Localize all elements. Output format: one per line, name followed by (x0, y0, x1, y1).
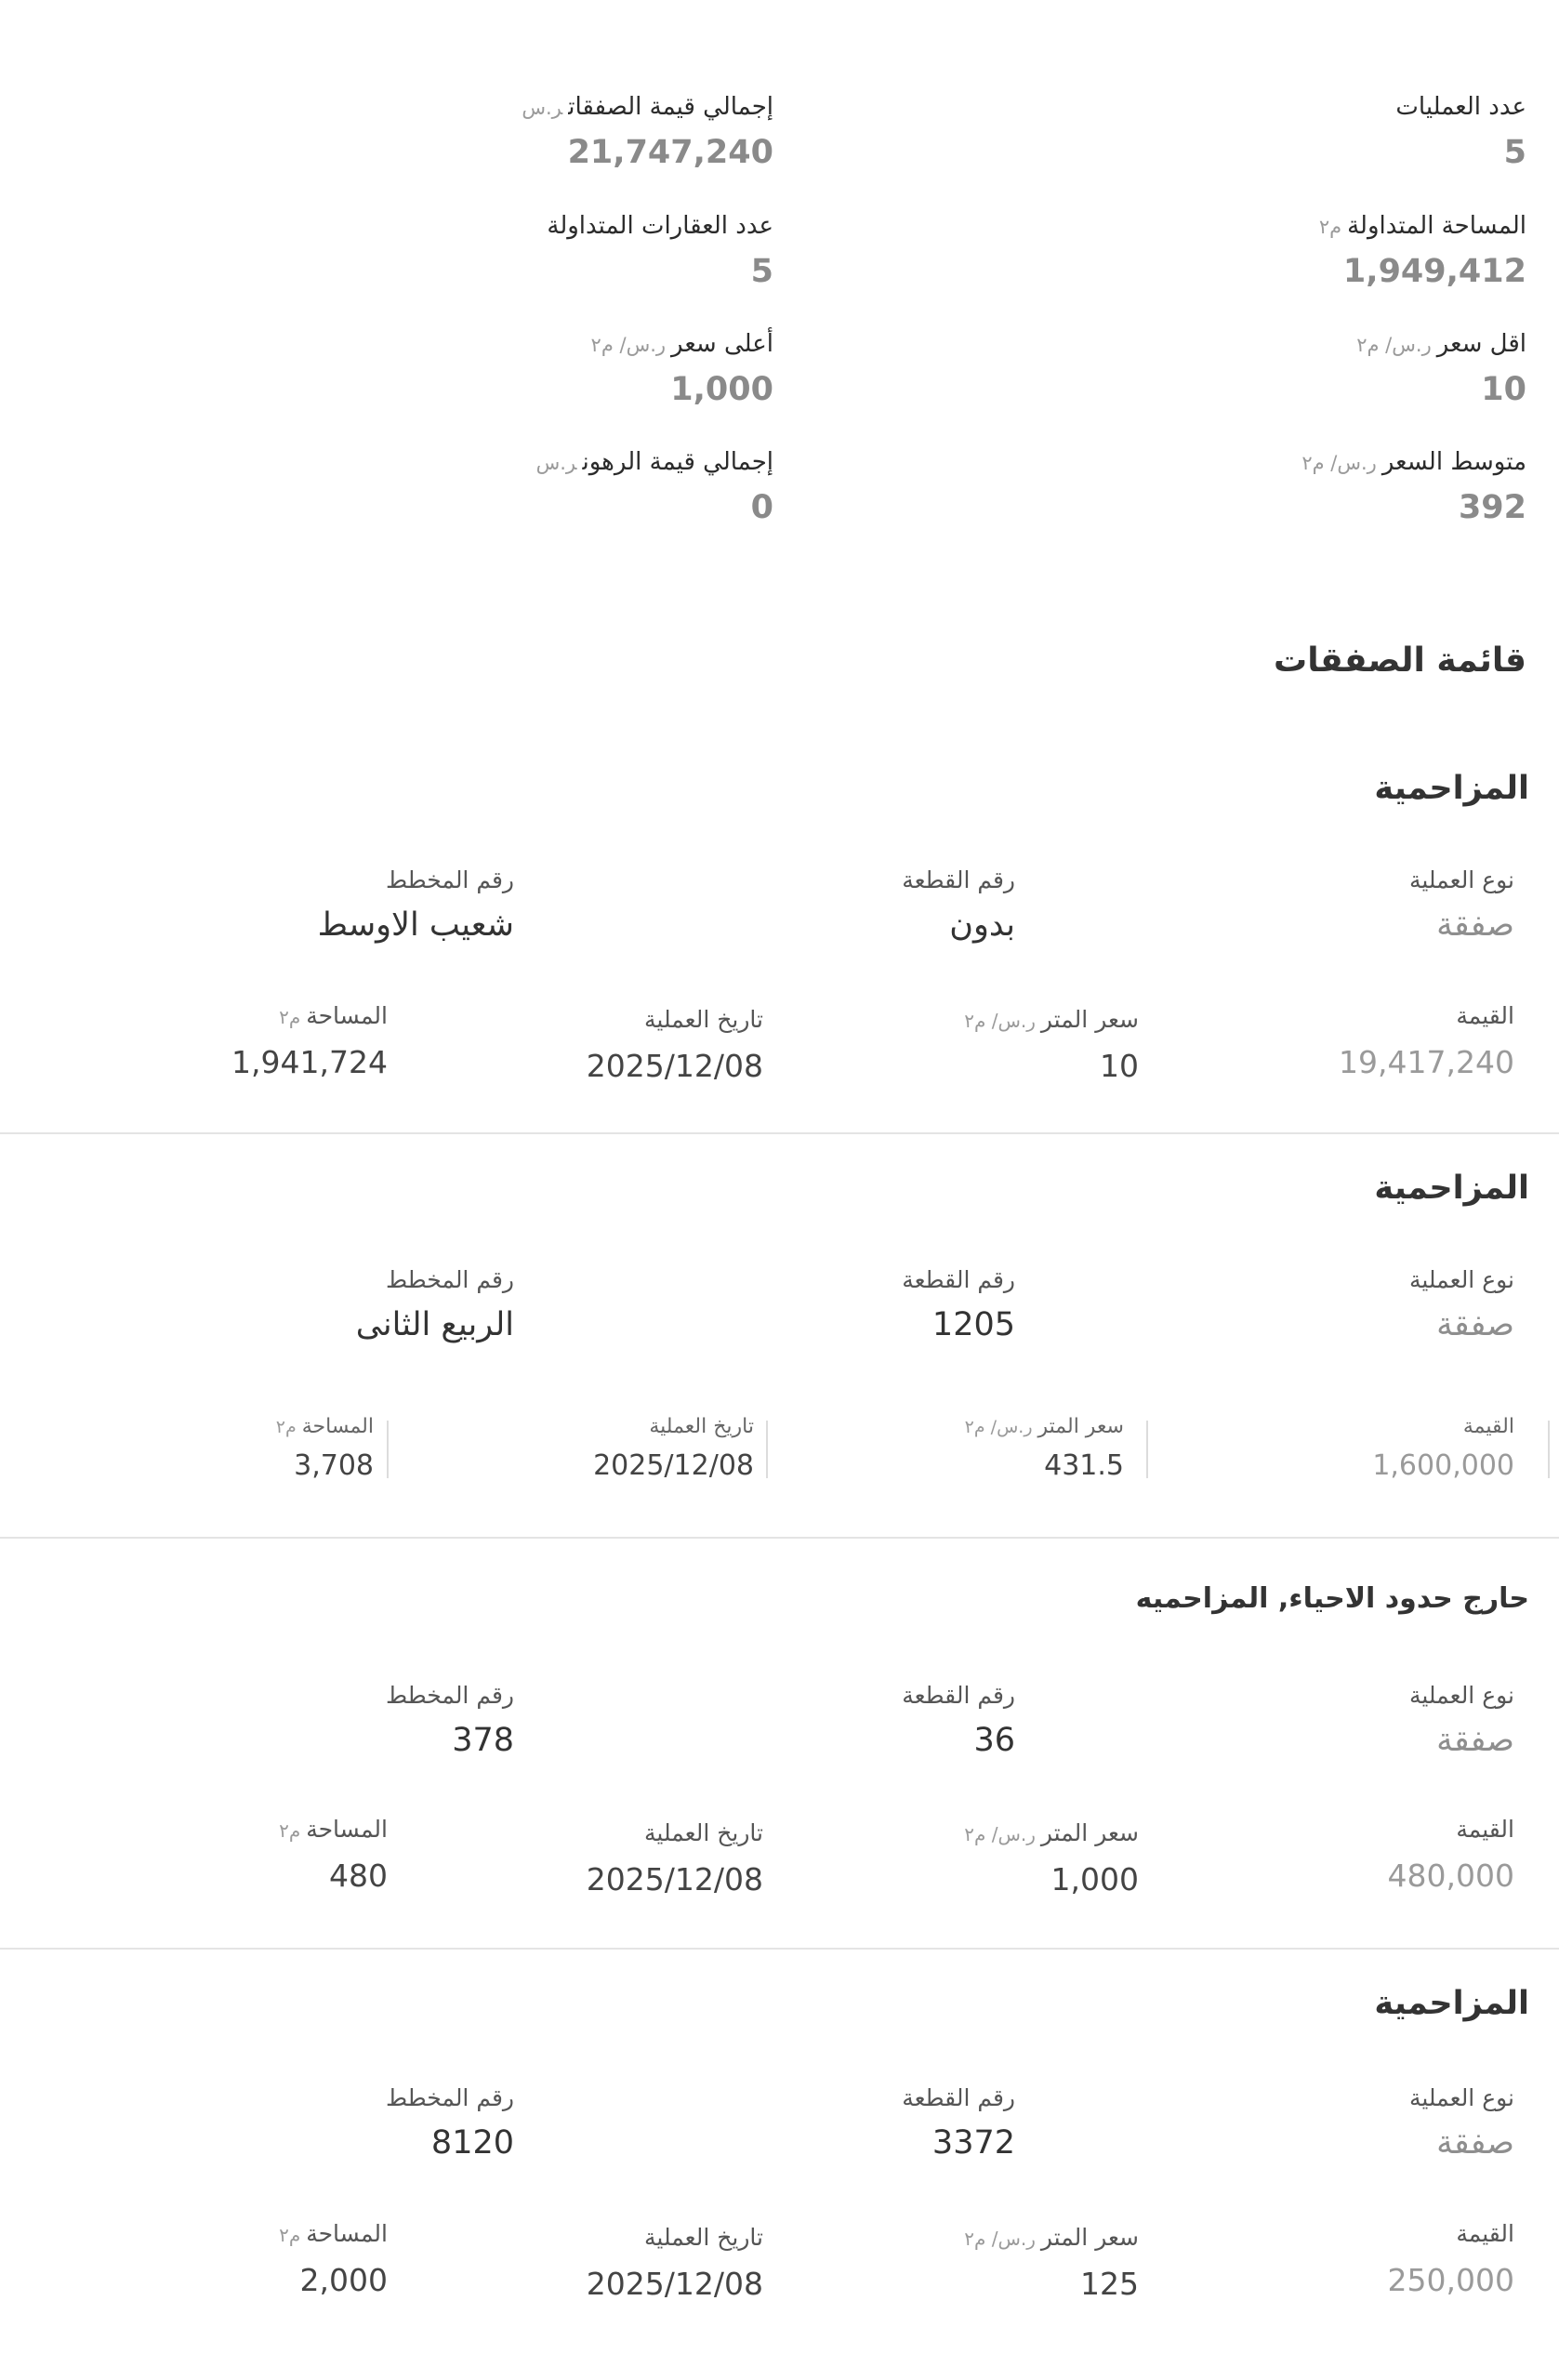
field-op-type (1409, 866, 1514, 944)
field-label: القيمة (1456, 2220, 1514, 2247)
field-label: رقم المخطط (385, 1266, 514, 1293)
field-unit: م٢ (279, 1006, 301, 1028)
stat-value: 1,949,412 (1342, 253, 1526, 290)
stat-total-value (383, 93, 773, 171)
field-label: رقم المخطط (385, 2084, 514, 2111)
field-value-amount (1372, 1415, 1514, 1482)
field-area (279, 2220, 388, 2298)
stat-value: 1,000 (670, 371, 773, 408)
deal-title: المزاحمية (1374, 770, 1529, 807)
field-plan (386, 2084, 514, 2162)
field-unit: ر.س/ م٢ (964, 2228, 1036, 2250)
field-value: 19,417,240 (1339, 1044, 1514, 1080)
stat-properties-count (383, 212, 773, 290)
field-parcel (902, 1682, 1015, 1759)
field-label: المساحة (301, 1415, 374, 1438)
deal-title: المزاحمية (1374, 1170, 1529, 1207)
stat-unit: ر.س/ م٢ (1301, 452, 1377, 474)
stat-label: المساحة المتداولة (1347, 212, 1526, 240)
stat-unit: ر.س/ م٢ (590, 334, 667, 356)
field-parcel (902, 866, 1015, 944)
deal-divider (0, 1537, 1559, 1539)
field-value: 36 (973, 1722, 1015, 1759)
stat-unit: ر.س (522, 97, 563, 119)
stat-value: 0 (750, 489, 773, 526)
field-value-amount (1388, 1816, 1514, 1894)
field-date (593, 1415, 754, 1482)
field-value: 8120 (430, 2124, 514, 2162)
field-label: نوع العملية (1408, 866, 1514, 893)
field-value: صفقة (1436, 1722, 1514, 1759)
field-date (587, 2224, 763, 2302)
field-value: 2,000 (299, 2262, 388, 2298)
field-value: 10 (1100, 1048, 1139, 1084)
field-meter-price (964, 1006, 1139, 1084)
deal-card[interactable] (0, 1578, 1559, 1950)
field-label: نوع العملية (1408, 1266, 1514, 1293)
field-label: رقم القطعة (902, 866, 1015, 893)
stat-value: 21,747,240 (567, 134, 773, 171)
field-unit: م٢ (279, 1819, 301, 1842)
field-label: تاريخ العملية (644, 1006, 763, 1033)
field-label: رقم القطعة (902, 1266, 1015, 1293)
field-op-type (1409, 2084, 1514, 2162)
stat-mortgages (383, 448, 773, 526)
field-area (276, 1415, 374, 1482)
field-label: القيمة (1456, 1816, 1514, 1843)
stat-label: إجمالي قيمة الصفقات (568, 93, 773, 121)
field-label: القيمة (1462, 1415, 1514, 1438)
deal-title: المزاحمية (1374, 1985, 1529, 2022)
field-value: 378 (452, 1722, 514, 1759)
field-value: 2025/12/08 (593, 1449, 754, 1482)
stat-value: 10 (1481, 371, 1526, 408)
field-area (231, 1002, 388, 1080)
field-value: الربيع الثانى (355, 1306, 514, 1343)
field-value: صفقة (1436, 2124, 1514, 2162)
field-meter-price (964, 2224, 1139, 2302)
stat-traded-area (1136, 212, 1526, 290)
field-plan (318, 866, 514, 944)
field-value: 3,708 (294, 1449, 374, 1482)
field-value: 2025/12/08 (586, 2266, 763, 2302)
field-label: رقم القطعة (902, 1682, 1015, 1709)
column-separator (1548, 1421, 1550, 1478)
field-parcel (902, 2084, 1015, 2162)
field-label: تاريخ العملية (649, 1415, 754, 1438)
field-label: سعر المتر (1040, 1819, 1139, 1846)
field-value: 1,941,724 (231, 1044, 388, 1080)
field-value: صفقة (1436, 1306, 1514, 1343)
field-value: 431.5 (1044, 1449, 1124, 1482)
field-value-amount (1339, 1002, 1514, 1080)
field-value: 250,000 (1387, 2262, 1514, 2298)
field-meter-price (965, 1415, 1124, 1482)
stat-label: عدد العمليات (1395, 93, 1526, 121)
field-value: 1205 (931, 1306, 1015, 1343)
field-op-type (1409, 1266, 1514, 1343)
field-label: المساحة (306, 1816, 388, 1843)
field-label: نوع العملية (1408, 1682, 1514, 1709)
column-separator (1146, 1421, 1148, 1478)
field-label: سعر المتر (1040, 2224, 1139, 2251)
field-date (587, 1819, 763, 1897)
field-label: سعر المتر (1037, 1415, 1124, 1438)
field-label: رقم المخطط (385, 866, 514, 893)
stat-value: 392 (1458, 489, 1526, 526)
field-value: 480,000 (1387, 1858, 1514, 1894)
field-value: 1,000 (1050, 1861, 1139, 1897)
stat-label: إجمالي قيمة الرهون (582, 448, 773, 476)
deal-divider (0, 1948, 1559, 1950)
column-separator (387, 1421, 389, 1478)
deals-list-title: قائمة الصفقات (1274, 641, 1526, 680)
field-value: 480 (329, 1858, 388, 1894)
column-separator (766, 1421, 768, 1478)
field-label: رقم المخطط (385, 1682, 514, 1709)
stat-unit: م٢ (1318, 216, 1342, 238)
stat-label: أعلى سعر (671, 330, 773, 358)
field-value-amount (1388, 2220, 1514, 2298)
field-unit: ر.س/ م٢ (964, 1823, 1036, 1845)
field-value: شعيب الاوسط (317, 906, 514, 944)
field-unit: ر.س/ م٢ (964, 1417, 1033, 1437)
field-label: القيمة (1456, 1002, 1514, 1029)
field-value: 1,600,000 (1372, 1449, 1514, 1482)
field-area (279, 1816, 388, 1894)
field-unit: ر.س/ م٢ (964, 1010, 1036, 1032)
field-date (587, 1006, 763, 1084)
deal-card[interactable] (0, 1980, 1559, 2371)
stat-label: اقل سعر (1436, 330, 1526, 358)
stat-min-price (1136, 330, 1526, 408)
deal-divider (0, 1132, 1559, 1134)
field-value: صفقة (1436, 906, 1514, 944)
field-unit: م٢ (279, 2224, 301, 2246)
field-label: المساحة (306, 1002, 388, 1029)
field-unit: م٢ (275, 1417, 297, 1437)
field-value: 3372 (931, 2124, 1015, 2162)
field-label: تاريخ العملية (644, 2224, 763, 2251)
deal-title: حارج حدود الاحياء, المزاحميه (1135, 1582, 1529, 1615)
stat-unit: ر.س (535, 452, 577, 474)
field-label: تاريخ العملية (644, 1819, 763, 1846)
field-op-type (1409, 1682, 1514, 1759)
stat-value: 5 (750, 253, 773, 290)
stat-label: متوسط السعر (1381, 448, 1526, 476)
field-label: سعر المتر (1040, 1006, 1139, 1033)
field-label: رقم القطعة (902, 2084, 1015, 2111)
deal-card[interactable] (0, 1162, 1559, 1539)
stat-avg-price (1136, 448, 1526, 526)
field-meter-price (964, 1819, 1139, 1897)
field-label: نوع العملية (1408, 2084, 1514, 2111)
stat-max-price (383, 330, 773, 408)
field-label: المساحة (306, 2220, 388, 2247)
field-value: 2025/12/08 (586, 1861, 763, 1897)
field-value: بدون (949, 906, 1015, 944)
field-value: 2025/12/08 (586, 1048, 763, 1084)
deal-card[interactable] (0, 762, 1559, 1134)
field-plan (356, 1266, 514, 1343)
stat-label: عدد العقارات المتداولة (547, 212, 773, 240)
field-plan (386, 1682, 514, 1759)
field-parcel (902, 1266, 1015, 1343)
stat-unit: ر.س/ م٢ (1356, 334, 1432, 356)
stat-ops-count (1136, 93, 1526, 171)
field-value: 125 (1080, 2266, 1139, 2302)
stat-value: 5 (1503, 134, 1526, 171)
